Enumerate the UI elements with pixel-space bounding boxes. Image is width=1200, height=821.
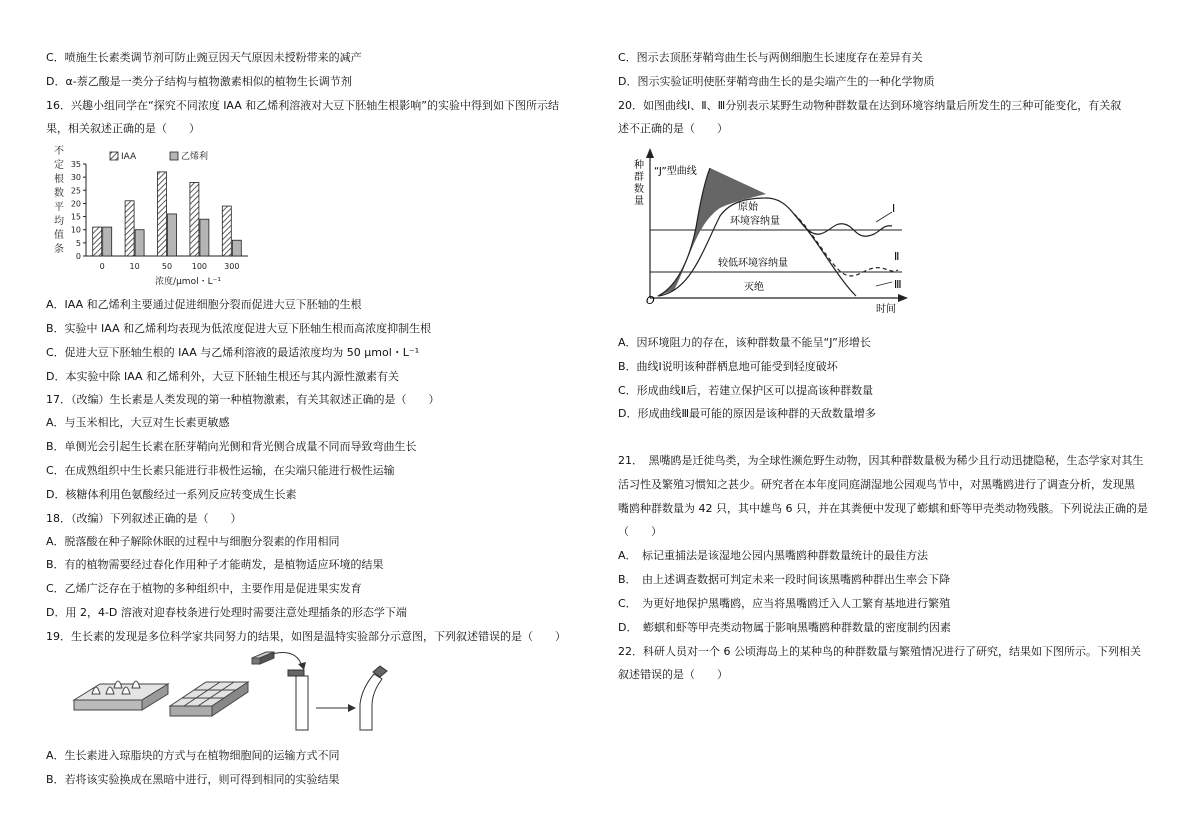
q20-stem-line-1: 20．如图曲线Ⅰ、Ⅱ、Ⅲ分别表示某野生动物种群数量在达到环境容纳量后所发生的三种可能变化，有关叙 bbox=[618, 99, 1122, 112]
q19-option-b: B．若将该实验换成在黑暗中进行，则可得到相同的实验结果 bbox=[46, 773, 340, 786]
bar-iaa bbox=[222, 206, 231, 256]
q21-stem-line-4: （ ） bbox=[618, 525, 662, 538]
x-tick-label: 300 bbox=[224, 262, 240, 271]
svg-text:群: 群 bbox=[634, 172, 644, 183]
q21-option-b: B． 由上述调查数据可判定未来一段时间该黑嘴鸥种群出生率会下降 bbox=[618, 573, 951, 586]
q19-option-a: A．生长素进入琼脂块的方式与在植物细胞间的运输方式不同 bbox=[46, 749, 340, 762]
y-tick-label: 15 bbox=[70, 212, 81, 222]
bar-ethephon bbox=[135, 230, 144, 256]
q20-stem-line-2: 述不正确的是（ ） bbox=[618, 122, 728, 135]
bar-iaa bbox=[125, 201, 134, 256]
bar-iaa bbox=[158, 172, 167, 256]
curve-3-label: Ⅲ bbox=[894, 278, 902, 291]
coleoptile-tips-on-agar bbox=[74, 681, 168, 710]
curve-1-pointer bbox=[876, 212, 892, 222]
q18-option-b: B．有的植物需要经过春化作用种子才能萌发，是植物适应环境的结果 bbox=[46, 558, 384, 571]
right-arrow-head-icon bbox=[348, 704, 356, 712]
agar-grid-block bbox=[170, 682, 248, 716]
decapitated-coleoptile bbox=[288, 670, 308, 730]
bar-iaa bbox=[93, 227, 102, 256]
q19-option-d: D．图示实验证明使胚芽鞘弯曲生长的是尖端产生的一种化学物质 bbox=[618, 75, 935, 88]
bar-ethephon bbox=[200, 219, 209, 256]
q20-option-a: A．因环境阻力的存在，该种群数量不能呈“J”形增长 bbox=[618, 336, 871, 349]
q18-option-c: C．乙烯广泛存在于植物的多种组织中，主要作用是促进果实发育 bbox=[46, 582, 362, 595]
legend-swatch-ethephon bbox=[170, 152, 178, 160]
bent-coleoptile bbox=[360, 666, 387, 730]
x-tick-label: 50 bbox=[161, 262, 173, 271]
svg-text:数: 数 bbox=[634, 184, 644, 195]
bar-ethephon bbox=[168, 214, 177, 256]
original-k-label-2: 环境容纳量 bbox=[730, 216, 780, 227]
bar-ethephon bbox=[103, 227, 112, 256]
q16-stem-line-2: 果，相关叙述正确的是（ ） bbox=[46, 122, 200, 135]
y-axis-label-char: 均 bbox=[54, 216, 64, 227]
q19-went-experiment-figure bbox=[70, 648, 400, 736]
x-tick-label: 0 bbox=[99, 262, 105, 271]
q16-bar-chart bbox=[46, 144, 256, 288]
y-axis-arrow-icon bbox=[646, 148, 654, 158]
y-axis-label bbox=[54, 145, 64, 255]
q16-option-b: B．实验中 IAA 和乙烯利均表现为低浓度促进大豆下胚轴生根而高浓度抑制生根 bbox=[46, 322, 432, 335]
x-axis-label: 浓度/μmol・L⁻¹ bbox=[155, 277, 221, 287]
q17-option-a: A．与玉米相比，大豆对生长素更敏感 bbox=[46, 416, 230, 429]
q20-option-b: B．曲线Ⅰ说明该种群栖息地可能受到轻度破坏 bbox=[618, 360, 838, 373]
origin-label: O bbox=[646, 294, 655, 307]
y-tick-label: 0 bbox=[75, 252, 81, 261]
q17-option-d: D．核糖体利用色氨酸经过一系列反应转变成生长素 bbox=[46, 488, 297, 501]
q22-stem-line-2: 叙述错误的是（ ） bbox=[618, 668, 728, 681]
q20-option-d: D．形成曲线Ⅲ最可能的原因是该种群的天敌数量增多 bbox=[618, 407, 877, 420]
population-axis-label bbox=[634, 158, 644, 207]
curve-3 bbox=[794, 214, 856, 296]
q16-option-d: D．本实验中除 IAA 和乙烯利外，大豆下胚轴生根还与其内源性激素有关 bbox=[46, 370, 400, 383]
y-axis-label-char: 定 bbox=[54, 160, 64, 171]
y-tick-label: 20 bbox=[70, 199, 81, 209]
q21-stem-line-2: 活习性及繁殖习惯知之甚少。研究者在本年度同庭湖湿地公园观鸟节中，对黑嘴鸥进行了调查分析，发现黑 bbox=[618, 478, 1135, 491]
legend-label-ethephon: 乙烯利 bbox=[181, 152, 209, 162]
q18-option-d: D．用 2，4-D 溶液对迎春枝条进行处理时需要注意处理插条的形态学下端 bbox=[46, 606, 407, 619]
bar-iaa bbox=[190, 182, 199, 256]
svg-text:量: 量 bbox=[634, 196, 644, 207]
q16-bar-chart-svg bbox=[46, 144, 256, 288]
q22-stem-line-1: 22．科研人员对一个 6 公顷海岛上的某种鸟的种群数量与繁殖情况进行了研究，结果如下图所示。下列相关 bbox=[618, 645, 1141, 658]
time-axis-label: 时间 bbox=[876, 304, 896, 315]
j-curve bbox=[658, 168, 710, 296]
y-axis-label-char: 值 bbox=[54, 230, 64, 241]
q20-option-c: C．形成曲线Ⅱ后，若建立保护区可以提高该种群数量 bbox=[618, 384, 874, 397]
y-tick-label: 10 bbox=[70, 225, 81, 235]
x-axis-arrow-icon bbox=[898, 294, 908, 302]
j-curve-label: “J”型曲线 bbox=[654, 166, 697, 177]
svg-text:种: 种 bbox=[634, 160, 644, 171]
curve-1-label: Ⅰ bbox=[892, 202, 896, 215]
q21-stem-line-1: 21． 黑嘴鸥是迁徙鸟类，为全球性濒危野生动物，因其种群数量极为稀少且行动迅捷隐秘，生态学家对其生 bbox=[618, 454, 1144, 467]
q16-option-c: C．促进大豆下胚轴生根的 IAA 与乙烯利溶液的最适浓度均为 50 μmol・L⁻¹ bbox=[46, 346, 420, 359]
arrow-icon bbox=[272, 653, 302, 667]
lower-k-label: 较低环境容纳量 bbox=[718, 258, 788, 269]
q17-stem: 17．（改编）生长素是人类发现的第一种植物激素，有关其叙述正确的是（ ） bbox=[46, 393, 440, 406]
curve-3-pointer bbox=[876, 282, 892, 286]
extinction-label: 灭绝 bbox=[744, 282, 764, 293]
legend-swatch-iaa bbox=[110, 152, 118, 160]
y-tick-label: 5 bbox=[75, 238, 81, 248]
bar-ethephon bbox=[232, 240, 241, 256]
y-tick-label: 35 bbox=[70, 160, 81, 169]
original-k-label-1: 原始 bbox=[738, 202, 758, 213]
q17-option-c: C．在成熟组织中生长素只能进行非极性运输，在尖端只能进行极性运输 bbox=[46, 464, 395, 477]
q21-option-d: D． 蟛蜞和虾等甲壳类动物属于影响黑嘴鸥种群数量的密度制约因素 bbox=[618, 621, 951, 634]
y-axis-label-char: 条 bbox=[54, 244, 64, 255]
q15-option-c: C．喷施生长素类调节剂可防止豌豆因天气原因未授粉带来的减产 bbox=[46, 51, 362, 64]
curve-2-label: Ⅱ bbox=[894, 250, 900, 263]
y-tick-label: 25 bbox=[70, 186, 81, 196]
y-axis-label-char: 数 bbox=[54, 188, 64, 199]
q18-option-a: A．脱落酸在种子解除休眠的过程中与细胞分裂素的作用相同 bbox=[46, 535, 340, 548]
q17-option-b: B．单侧光会引起生长素在胚芽鞘向光侧和背光侧合成量不同而导致弯曲生长 bbox=[46, 440, 417, 453]
q18-stem: 18．（改编）下列叙述正确的是（ ） bbox=[46, 512, 242, 525]
x-tick-label: 100 bbox=[191, 262, 208, 271]
y-axis-label-char: 不 bbox=[54, 146, 64, 157]
q21-option-a: A． 标记重捕法是该湿地公园内黑嘴鸥种群数量统计的最佳方法 bbox=[618, 549, 929, 562]
arrow-head-icon bbox=[298, 662, 306, 670]
y-tick-label: 30 bbox=[70, 173, 81, 183]
y-axis-label-char: 根 bbox=[54, 174, 64, 185]
curve-2 bbox=[794, 214, 898, 276]
q21-stem-line-3: 嘴鸥种群数量为 42 只，其中雄鸟 6 只，并在其粪便中发现了蟛蜞和虾等甲壳类动物残骸。下列说法正确的是 bbox=[618, 502, 1148, 515]
q16-option-a: A．IAA 和乙烯利主要通过促进细胞分裂而促进大豆下胚轴的生根 bbox=[46, 298, 362, 311]
y-axis-label-char: 平 bbox=[54, 202, 64, 213]
single-agar-piece bbox=[252, 652, 274, 664]
q19-stem: 19．生长素的发现是多位科学家共同努力的结果，如图是温特实验部分示意图，下列叙述错误的是（ ） bbox=[46, 630, 566, 643]
q15-option-d: D．α-萘乙酸是一类分子结构与植物激素相似的植物生长调节剂 bbox=[46, 75, 352, 88]
q16-stem-line-1: 16．兴趣小组同学在“探究不同浓度 IAA 和乙烯利溶液对大豆下胚轴生根影响”的实验中得到如下图所示结 bbox=[46, 99, 559, 112]
s-curve bbox=[658, 198, 794, 296]
q19-option-c: C．图示去顶胚芽鞘弯曲生长与两侧细胞生长速度存在差异有关 bbox=[618, 51, 923, 64]
legend-label-iaa: IAA bbox=[121, 152, 137, 162]
q21-option-c: C． 为更好地保护黑嘴鸥，应当将黑嘴鸥迁入人工繁育基地进行繁殖 bbox=[618, 597, 951, 610]
x-tick-label: 10 bbox=[129, 262, 140, 271]
q20-population-figure bbox=[630, 146, 920, 316]
